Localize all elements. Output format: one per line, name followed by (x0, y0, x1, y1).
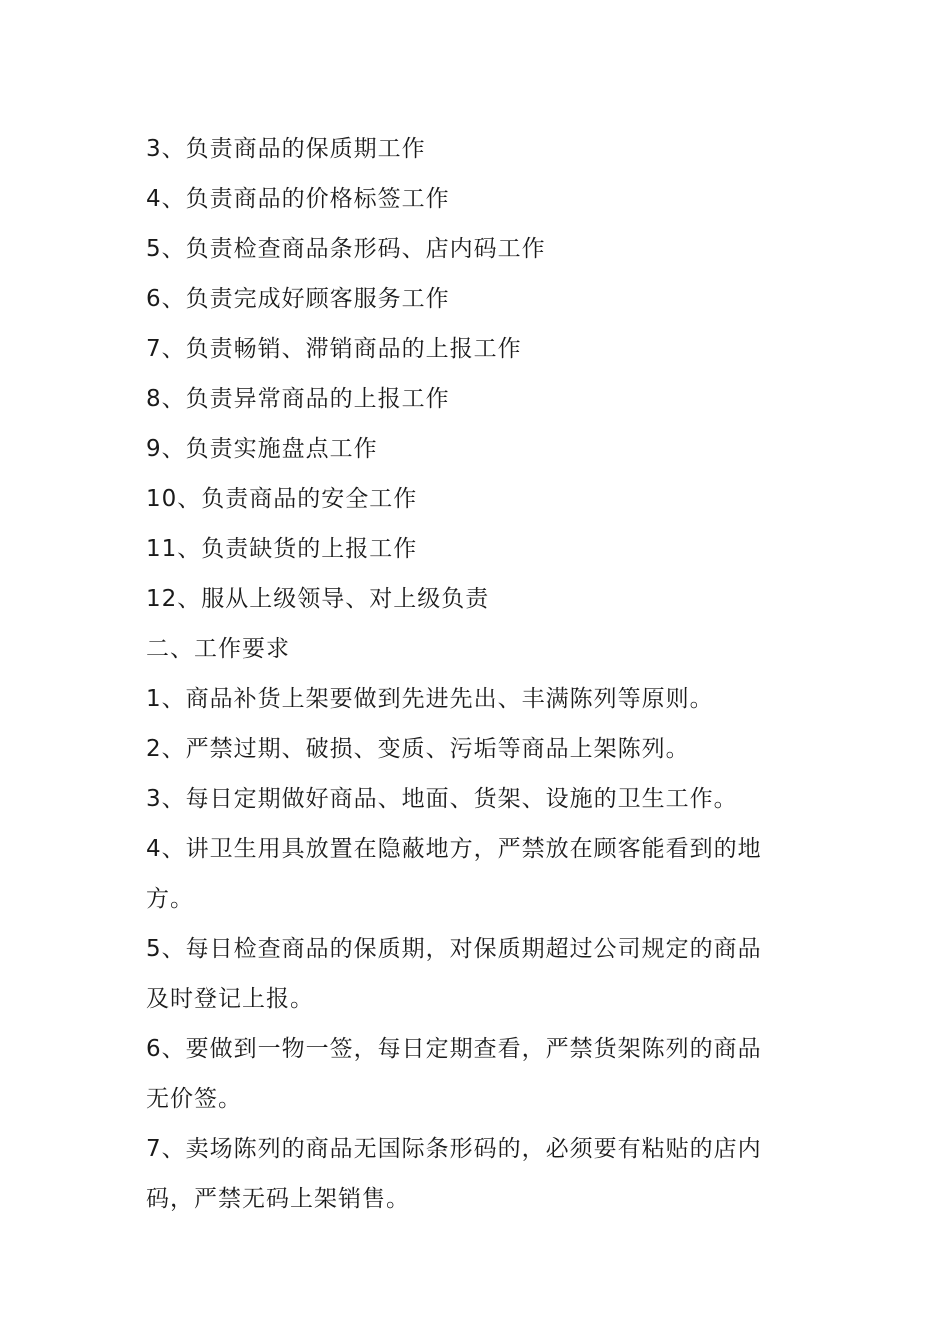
duty-item-7: 7、负责畅销、滞销商品的上报工作 (146, 336, 522, 362)
duty-item-10: 10、负责商品的安全工作 (146, 486, 418, 512)
duty-item-4: 4、负责商品的价格标签工作 (146, 186, 450, 212)
duty-item-3: 3、负责商品的保质期工作 (146, 136, 426, 162)
duty-item-5: 5、负责检查商品条形码、店内码工作 (146, 236, 546, 262)
requirement-item-5-continued: 及时登记上报。 (146, 986, 314, 1012)
duty-item-9: 9、负责实施盘点工作 (146, 436, 378, 462)
requirement-item-4-continued: 方。 (146, 886, 194, 912)
duty-item-12: 12、服从上级领导、对上级负责 (146, 586, 490, 612)
duty-item-6: 6、负责完成好顾客服务工作 (146, 286, 450, 312)
section-heading-requirements: 二、工作要求 (146, 636, 290, 662)
requirement-item-2: 2、严禁过期、破损、变质、污垢等商品上架陈列。 (146, 736, 690, 762)
requirement-item-7: 7、卖场陈列的商品无国际条形码的，必须要有粘贴的店内 (146, 1136, 762, 1162)
duty-item-11: 11、负责缺货的上报工作 (146, 536, 418, 562)
document-body (146, 124, 816, 1224)
requirement-item-6: 6、要做到一物一签，每日定期查看，严禁货架陈列的商品 (146, 1036, 762, 1062)
requirement-item-5: 5、每日检查商品的保质期，对保质期超过公司规定的商品 (146, 936, 762, 962)
requirement-item-7-continued: 码，严禁无码上架销售。 (146, 1186, 410, 1212)
requirement-item-1: 1、商品补货上架要做到先进先出、丰满陈列等原则。 (146, 686, 714, 712)
requirement-item-6-continued: 无价签。 (146, 1086, 242, 1112)
requirement-item-4: 4、讲卫生用具放置在隐蔽地方，严禁放在顾客能看到的地 (146, 836, 762, 862)
requirement-item-3: 3、每日定期做好商品、地面、货架、设施的卫生工作。 (146, 786, 738, 812)
duty-item-8: 8、负责异常商品的上报工作 (146, 386, 450, 412)
